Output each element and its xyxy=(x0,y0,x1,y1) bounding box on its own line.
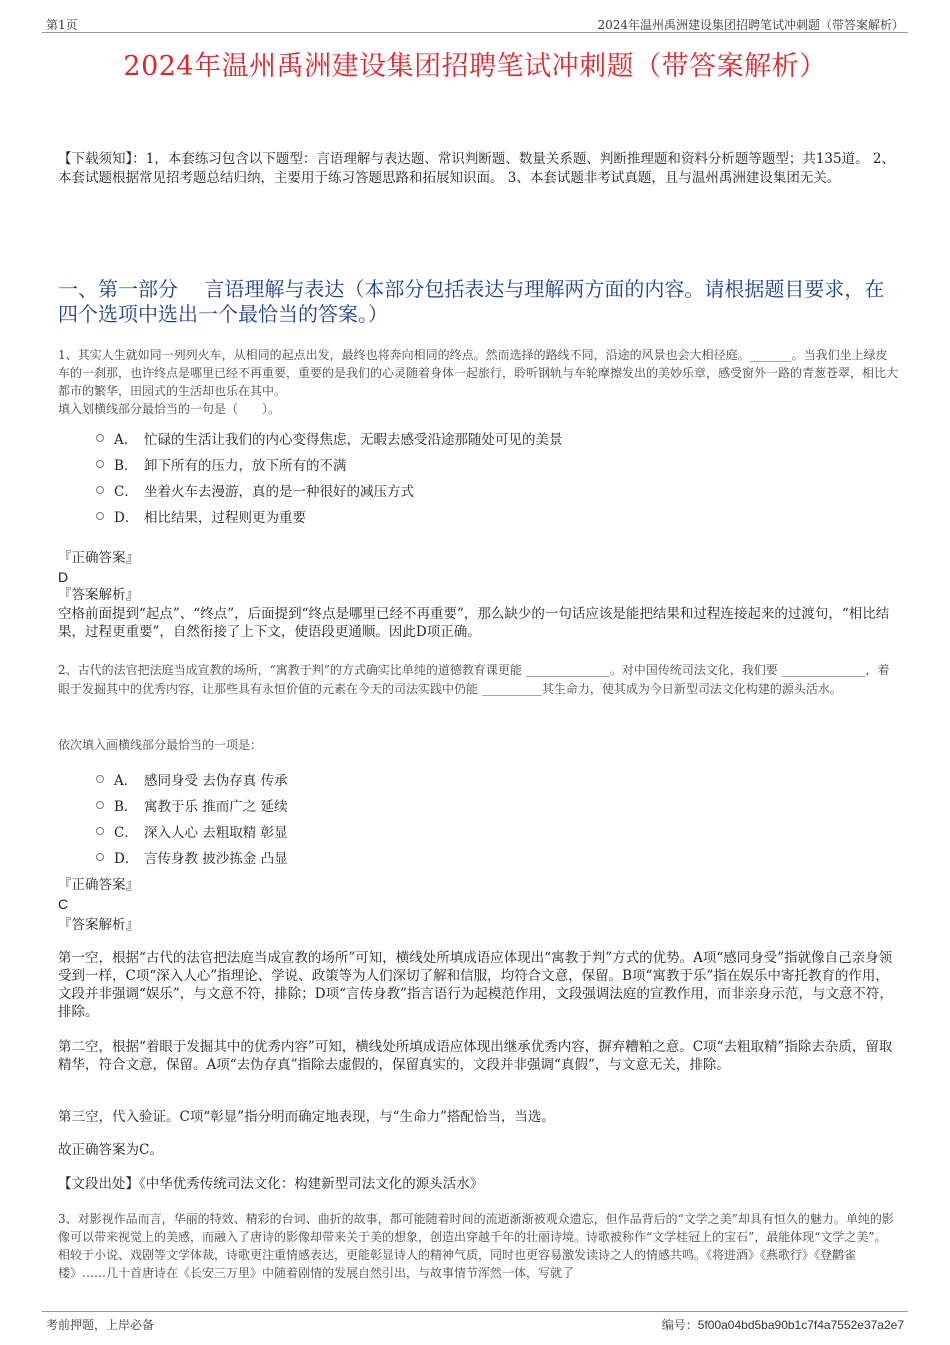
analysis-paragraph-2: 第二空，根据“着眼于发掘其中的优秀内容”可知，横线处所填成语应体现出继承优秀内容，摒弃糟粕之意。C项“去粗取精”指除去杂质，留取精华，符合文意，保留。A项“去伪存真”指除去虚假的，保留真实的，文段并非强调“真假”，与文意无关，排除。 xyxy=(58,1039,893,1073)
analysis-label: 『答案解析』 xyxy=(58,917,139,933)
answer-value: C xyxy=(58,896,69,912)
question-1 xyxy=(58,346,898,418)
page-number: 第1页 xyxy=(46,18,78,32)
radio-icon[interactable] xyxy=(96,801,104,809)
page-footer xyxy=(42,1311,908,1332)
radio-icon[interactable] xyxy=(96,486,104,494)
question-2-answer xyxy=(58,876,898,935)
question-1-prompt: 填入划横线部分最恰当的一句是（ ）。 xyxy=(58,402,281,416)
question-2-options xyxy=(96,766,288,870)
option-a[interactable]: A． 忙碌的生活让我们的内心变得焦虑，无暇去感受沿途那随处可见的美景 xyxy=(96,425,563,451)
question-3-stem: 3、对影视作品而言，华丽的特效、精彩的台词、曲折的故事，都可能随着时间的流逝渐渐被观众遗忘，但作品背后的“文学之美”却具有恒久的魅力。单纯的影像可以带来视觉上的美感，而融入了唐诗的影像却带来关于美的想象，创造出穿越千年的壮丽诗境。诗歌被称作“文学桂冠上的宝石”，最能体现“文学之美”。相较于小说、戏剧等文学体裁，诗歌更注重情感表达，更能彰显诗人的精神气质，同时也更容易激发读诗之人的情感共鸣。《将进酒》《燕歌行》《登鹳雀楼》……几十首唐诗在《长安三万里》中随着剧情的发展自然引出，与故事情节浑然一体，写就了 xyxy=(58,1212,894,1280)
option-d[interactable]: D． 言传身教 披沙拣金 凸显 xyxy=(96,844,288,870)
source-citation: 【文段出处】《中华优秀传统司法文化：构建新型司法文化的源头活水》 xyxy=(58,1176,484,1192)
option-b[interactable]: B． 寓教于乐 推而广之 延续 xyxy=(96,792,288,818)
download-notice: 【下载须知】：1，本套练习包含以下题型：言语理解与表达题、常识判断题、数量关系题、判断推理题和资料分析题等题型；共135道。 2、本套试题根据常见招考题总结归纳，主要用于练习答题思路和拓展知识面。 3、本套试题非考试真题，且与温州禹洲建设集团无关。 xyxy=(58,151,895,186)
option-c[interactable]: C． 坐着火车去漫游，真的是一种很好的减压方式 xyxy=(96,477,563,503)
analysis-paragraph-4: 故正确答案为C。 xyxy=(58,1142,163,1158)
question-2-prompt: 依次填入画横线部分最恰当的一项是： xyxy=(58,738,263,752)
radio-icon[interactable] xyxy=(96,512,104,520)
radio-icon[interactable] xyxy=(96,434,104,442)
answer-value: D xyxy=(58,569,69,585)
header-doc-title: 2024年温州禹洲建设集团招聘笔试冲刺题（带答案解析） xyxy=(597,18,904,32)
question-3 xyxy=(58,1210,898,1282)
section-heading: 一、第一部分 言语理解与表达（本部分包括表达与理解两方面的内容。请根据题目要求，在四个选项中选出一个最恰当的答案。） xyxy=(58,277,885,326)
radio-icon[interactable] xyxy=(96,853,104,861)
analysis-paragraph-1: 第一空，根据“古代的法官把法庭当成宣教的场所”可知，横线处所填成语应体现出“寓教于判”方式的优势。A项“感同身受”指就像自己亲身领受到一样，C项“深入人心”指理论、学说、政策等为人们深切了解和信服，均符合文意，保留。B项“寓教于乐”指在娱乐中寄托教育的作用，文段并非强调“娱乐”，与文意不符，排除；D项“言传身教”指言语行为起模范作用，文段强调法庭的宣教作用，而非亲身示范，与文意不符，排除。 xyxy=(58,950,893,1020)
page-header xyxy=(42,14,908,33)
analysis-label: 『答案解析』 xyxy=(58,587,139,603)
radio-icon[interactable] xyxy=(96,460,104,468)
document-id: 编号：5f00a04bd5ba90b1c7f4a7552e37a2e7 xyxy=(661,1318,904,1332)
answer-label: 『正确答案』 xyxy=(58,877,139,893)
footer-slogan: 考前押题，上岸必备 xyxy=(46,1318,155,1332)
option-d[interactable]: D． 相比结果，过程则更为重要 xyxy=(96,503,563,529)
question-2-stem: 2、古代的法官把法庭当成宣教的场所，“寓教于判”的方式确实比单纯的道德教育课更能 ______________。对中国传统司法文化，我们要 ______________，着眼于发掘其中的优秀内容，让那些具有永恒价值的元素在今天的司法实践中仍能 __________其生命力，使其成为今日新型司法文化构建的源头活水。 xyxy=(58,663,890,696)
question-2 xyxy=(58,661,898,699)
analysis-paragraph-3: 第三空，代入验证。C项“彰显”指分明而确定地表现，与“生命力”搭配恰当，当选。 xyxy=(58,1109,555,1125)
answer-label: 『正确答案』 xyxy=(58,550,139,566)
option-b[interactable]: B． 卸下所有的压力，放下所有的不满 xyxy=(96,451,563,477)
question-1-stem: 1、其实人生就如同一列列火车，从相同的起点出发，最终也将奔向相同的终点。然而选择的路线不同，沿途的风景也会大相径庭。_______。当我们坐上绿皮车的一刹那，也许终点是哪里已经不再重要，重要的是我们的心灵随着身体一起旅行，聆听钢轨与车轮摩擦发出的美妙乐章，感受窗外一路的青葱苍翠，相比大都市的繁华，田园式的生活却也乐在其中。 xyxy=(58,348,899,398)
analysis-text: 空格前面提到“起点”、“终点”，后面提到“终点是哪里已经不再重要”，那么缺少的一句话应该是能把结果和过程连接起来的过渡句，“相比结果，过程更重要”，自然衔接了上下文，使语段更通顺。因此D项正确。 xyxy=(58,606,890,640)
document-title: 2024年温州禹洲建设集团招聘笔试冲刺题（带答案解析） xyxy=(123,51,827,82)
radio-icon[interactable] xyxy=(96,827,104,835)
question-1-options xyxy=(96,425,563,529)
radio-icon[interactable] xyxy=(96,775,104,783)
option-c[interactable]: C． 深入人心 去粗取精 彰显 xyxy=(96,818,288,844)
option-a[interactable]: A． 感同身受 去伪存真 传承 xyxy=(96,766,288,792)
question-1-answer xyxy=(58,549,898,641)
